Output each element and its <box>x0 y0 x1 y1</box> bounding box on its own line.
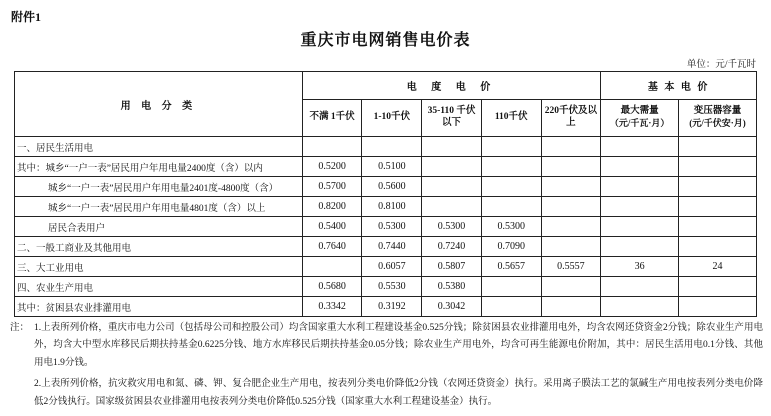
price-cell: 0.5380 <box>422 277 482 297</box>
price-cell: 0.7440 <box>362 237 422 257</box>
price-cell <box>601 237 679 257</box>
row-label: 四、农业生产用电 <box>15 277 303 297</box>
price-table-body <box>15 137 757 317</box>
table-row <box>15 257 757 277</box>
price-cell <box>481 137 541 157</box>
price-cell <box>679 157 757 177</box>
price-cell <box>302 257 362 277</box>
table-row <box>15 197 757 217</box>
price-cell: 0.5100 <box>362 157 422 177</box>
header-voltage-110kv: 110千伏 <box>481 100 541 137</box>
table-header-row-1 <box>15 72 757 100</box>
price-cell: 0.5807 <box>422 257 482 277</box>
table-row <box>15 217 757 237</box>
price-cell: 0.5600 <box>362 177 422 197</box>
price-cell: 0.8200 <box>302 197 362 217</box>
table-row <box>15 297 757 317</box>
header-transformer-capacity-name: 变压器容量 <box>693 106 742 117</box>
price-cell <box>481 197 541 217</box>
header-energy-price-group: 电 度 电 价 <box>302 72 600 100</box>
row-label: 其中：贫困县农业排灌用电 <box>15 297 303 317</box>
attachment-label: 附件1 <box>11 10 42 24</box>
price-cell <box>481 177 541 197</box>
notes-items <box>34 320 763 411</box>
price-cell: 0.5200 <box>302 157 362 177</box>
header-voltage-under1kv: 不满 1千伏 <box>302 100 362 137</box>
price-cell: 0.5657 <box>481 257 541 277</box>
price-cell <box>679 177 757 197</box>
price-cell <box>601 197 679 217</box>
price-cell <box>679 137 757 157</box>
notes-prefix: 注： <box>10 323 30 333</box>
header-voltage-220kv: 220千伏及以上 <box>541 100 601 137</box>
price-cell: 0.5530 <box>362 277 422 297</box>
price-cell <box>679 217 757 237</box>
price-cell <box>422 157 482 177</box>
price-cell: 0.5700 <box>302 177 362 197</box>
header-max-demand <box>601 100 679 137</box>
price-cell <box>302 137 362 157</box>
table-row <box>15 157 757 177</box>
header-max-demand-unit: （元/千瓦·月） <box>609 118 670 129</box>
row-label: 一、居民生活用电 <box>15 137 303 157</box>
table-row <box>15 277 757 297</box>
price-cell: 0.8100 <box>362 197 422 217</box>
price-cell: 0.7090 <box>481 237 541 257</box>
price-cell: 0.3342 <box>302 297 362 317</box>
price-cell: 0.5300 <box>362 217 422 237</box>
price-cell <box>481 157 541 177</box>
price-cell: 36 <box>601 257 679 277</box>
header-max-demand-name: 最大需量 <box>620 106 659 117</box>
header-classification: 用 电 分 类 <box>15 72 303 137</box>
price-cell <box>541 137 601 157</box>
price-cell: 0.6057 <box>362 257 422 277</box>
price-cell: 0.7240 <box>422 237 482 257</box>
header-basic-price-group: 基 本 电 价 <box>601 72 757 100</box>
price-cell <box>541 177 601 197</box>
table-row <box>15 137 757 157</box>
price-cell <box>541 297 601 317</box>
price-cell <box>541 237 601 257</box>
price-table <box>14 71 757 317</box>
price-cell <box>481 277 541 297</box>
note-item-2: 2.上表所列价格，抗灾救灾用电和氮、磷、钾、复合肥企业生产用电，按表列分类电价降低2分钱（农网还贷资金）执行。采用离子膜法工艺的氯碱生产用电按表列分类电价降低2分钱执行。国家级贫困县农业排灌用电按表列分类电价降低0.525分钱（国家重大水利工程建设基金）执行。 <box>34 379 763 407</box>
table-row <box>15 177 757 197</box>
price-cell <box>362 137 422 157</box>
price-cell <box>679 197 757 217</box>
price-cell: 0.5300 <box>481 217 541 237</box>
price-cell <box>422 197 482 217</box>
note-item-1: 1.上表所列价格，重庆市电力公司（包括母公司和控股公司）均含国家重大水利工程建设基金0.525分钱；除贫困县农业排灌用电外，均含农网还贷资金2分钱；除农业生产用电外，均含大中型水库移民后期扶持基金0.6225分钱、地方水库移民后期扶持基金0.05分钱；除农业生产用电外，均含可再生能源电价附加，其中：居民生活用电0.1分钱、其他用电1.9分钱。 <box>34 323 763 368</box>
header-voltage-1-10kv: 1-10千伏 <box>362 100 422 137</box>
notes-section <box>10 320 763 411</box>
price-cell <box>422 177 482 197</box>
price-cell: 0.7640 <box>302 237 362 257</box>
price-cell: 0.3042 <box>422 297 482 317</box>
price-cell <box>679 237 757 257</box>
price-cell: 0.5557 <box>541 257 601 277</box>
price-cell: 0.3192 <box>362 297 422 317</box>
price-cell <box>601 297 679 317</box>
price-cell <box>679 297 757 317</box>
row-label: 城乡“一户一表”居民用户年用电量2401度-4800度（含） <box>15 177 303 197</box>
row-label: 居民合表用户 <box>15 217 303 237</box>
price-cell: 0.5300 <box>422 217 482 237</box>
price-cell: 24 <box>679 257 757 277</box>
table-row <box>15 237 757 257</box>
price-cell <box>679 277 757 297</box>
price-cell <box>601 157 679 177</box>
header-transformer-capacity-unit: (元/千伏安·月) <box>689 118 746 129</box>
price-cell: 0.5680 <box>302 277 362 297</box>
row-label: 三、大工业用电 <box>15 257 303 277</box>
price-cell <box>541 277 601 297</box>
header-transformer-capacity <box>679 100 757 137</box>
price-cell <box>481 297 541 317</box>
price-cell <box>541 217 601 237</box>
price-cell <box>422 137 482 157</box>
page-title: 重庆市电网销售电价表 <box>300 32 471 49</box>
row-label: 二、一般工商业及其他用电 <box>15 237 303 257</box>
price-cell <box>601 277 679 297</box>
unit-note: 单位：元/千瓦时 <box>686 60 756 70</box>
price-cell <box>601 217 679 237</box>
price-cell: 0.5400 <box>302 217 362 237</box>
price-cell <box>541 197 601 217</box>
price-cell <box>541 157 601 177</box>
header-voltage-35-110kv: 35-110 千伏以下 <box>422 100 482 137</box>
row-label: 城乡“一户一表”居民用户年用电量4801度（含）以上 <box>15 197 303 217</box>
row-label: 其中：城乡“一户一表”居民用户年用电量2400度（含）以内 <box>15 157 303 177</box>
price-cell <box>601 177 679 197</box>
price-cell <box>601 137 679 157</box>
